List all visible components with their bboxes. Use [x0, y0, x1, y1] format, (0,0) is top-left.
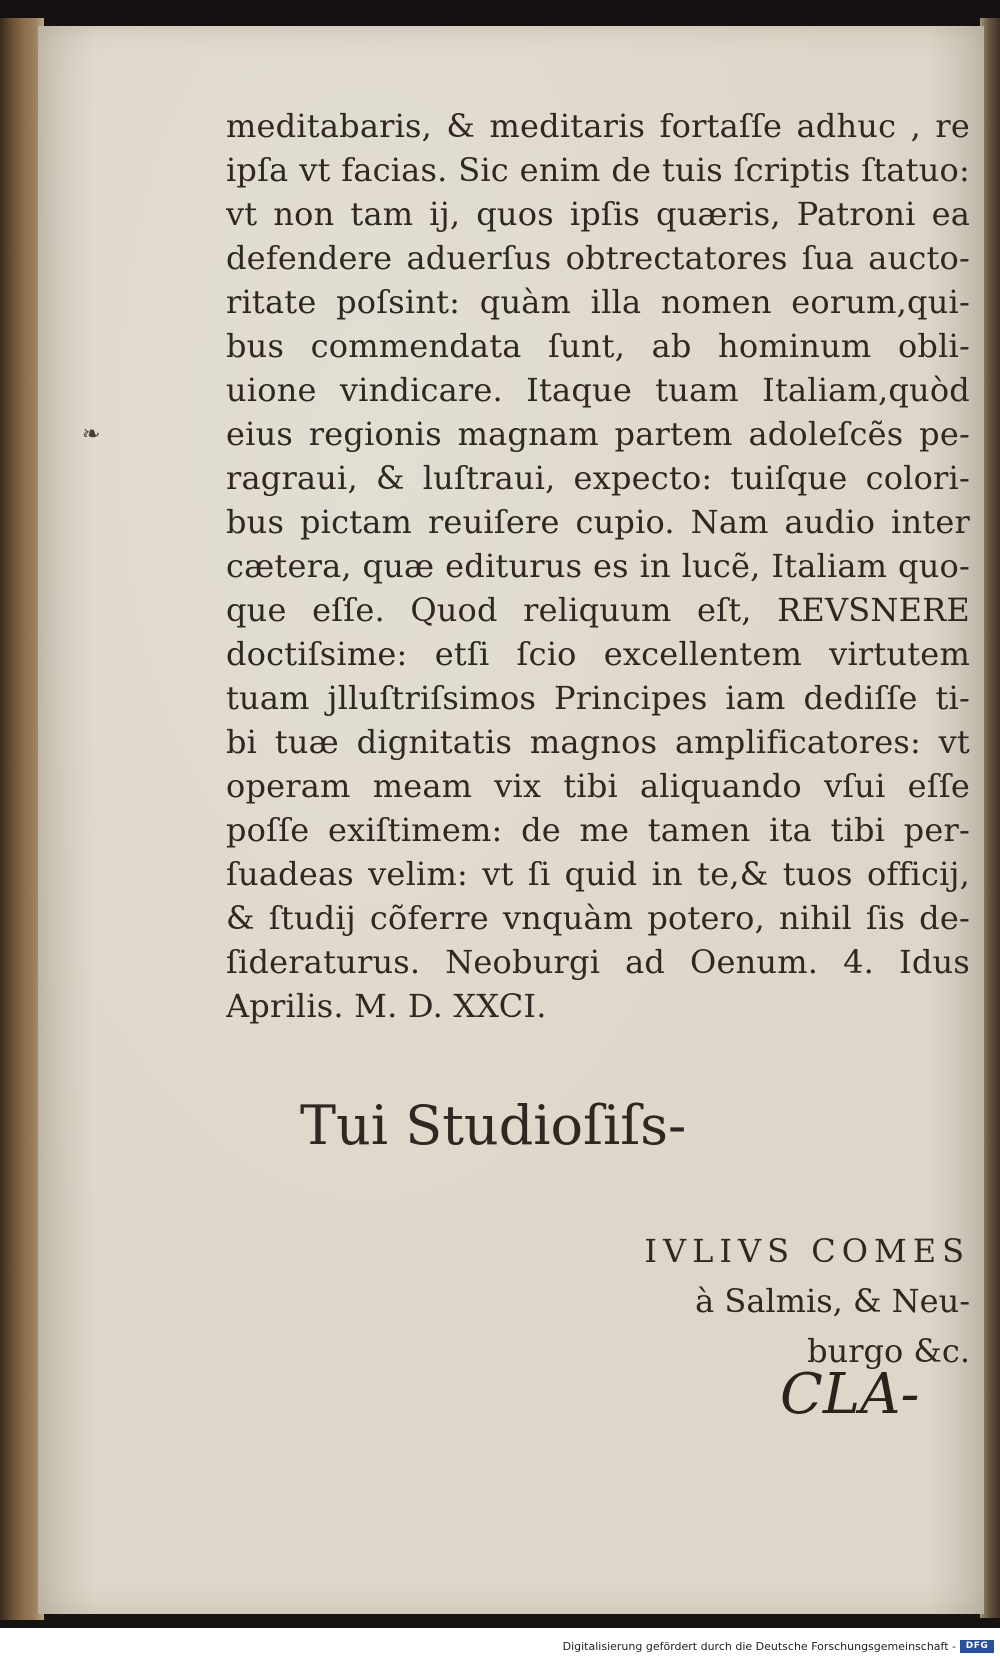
dfg-logo-icon: DFG [960, 1640, 994, 1653]
text-line: eius regionis magnam partem adoleſcẽs pe- [226, 415, 970, 453]
text-line: ipſa vt facias. Sic enim de tuis ſcriptis ſtatuo: [226, 151, 970, 189]
catchword: CLA- [780, 1362, 920, 1427]
text-line: ſuadeas velim: vt ſi quid in te,& tuos officij, [226, 855, 970, 893]
text-line: meditabaris, & meditaris fortaſſe adhuc , re [226, 107, 970, 145]
text-line: bi tuæ dignitatis magnos amplificatores: vt [226, 723, 970, 761]
text-line: ritate poſsint: quàm illa nomen eorum,qui- [226, 283, 970, 321]
text-line: operam meam vix tibi aliquando vſui eſſe [226, 767, 970, 805]
signature-name: IVLIVS COMES [644, 1232, 970, 1270]
ornament-icon: ❧ [82, 422, 101, 447]
text-line: bus pictam reuiſere cupio. Nam audio inter [226, 503, 970, 541]
text-line: poſſe exiſtimem: de me tamen ita tibi per- [226, 811, 970, 849]
text-line: defendere aduerſus obtrectatores ſua aucto- [226, 239, 970, 277]
text-line: doctiſsime: etſi ſcio excellentem virtutem [226, 635, 970, 673]
text-line: tuam jlluſtriſsimos Principes iam dediſſe ti- [226, 679, 970, 717]
closing-salutation: Tui Studioſiſs- [300, 1094, 687, 1157]
scan-top-edge [0, 0, 1000, 26]
signature-line: burgo &c. [807, 1332, 970, 1370]
text-line: cætera, quæ editurus es in lucẽ, Italiam quo- [226, 547, 970, 585]
signature-block [560, 1226, 970, 1376]
text-line: uione vindicare. Itaque tuam Italiam,quòd [226, 371, 970, 409]
footer-credit: Digitalisierung gefördert durch die Deutsche Forschungsgemeinschaft - [562, 1640, 956, 1653]
letter-body [226, 104, 970, 1028]
text-line: ragraui, & luſtraui, expecto: tuiſque colori- [226, 459, 970, 497]
text-line: que eſſe. Quod reliquum eſt, REVSNERE [226, 591, 970, 629]
text-line: ſideraturus. Neoburgi ad Oenum. 4. Idus [226, 943, 970, 981]
text-line: vt non tam ij, quos ipſis quæris, Patroni ea [226, 195, 970, 233]
text-line: & ſtudij cõferre vnquàm potero, nihil ſis de- [226, 899, 970, 937]
text-line: bus commendata ſunt, ab hominum obli- [226, 327, 970, 365]
text-line: Aprilis. M. D. XXCI. [226, 987, 547, 1025]
signature-line: à Salmis, & Neu- [695, 1282, 970, 1320]
